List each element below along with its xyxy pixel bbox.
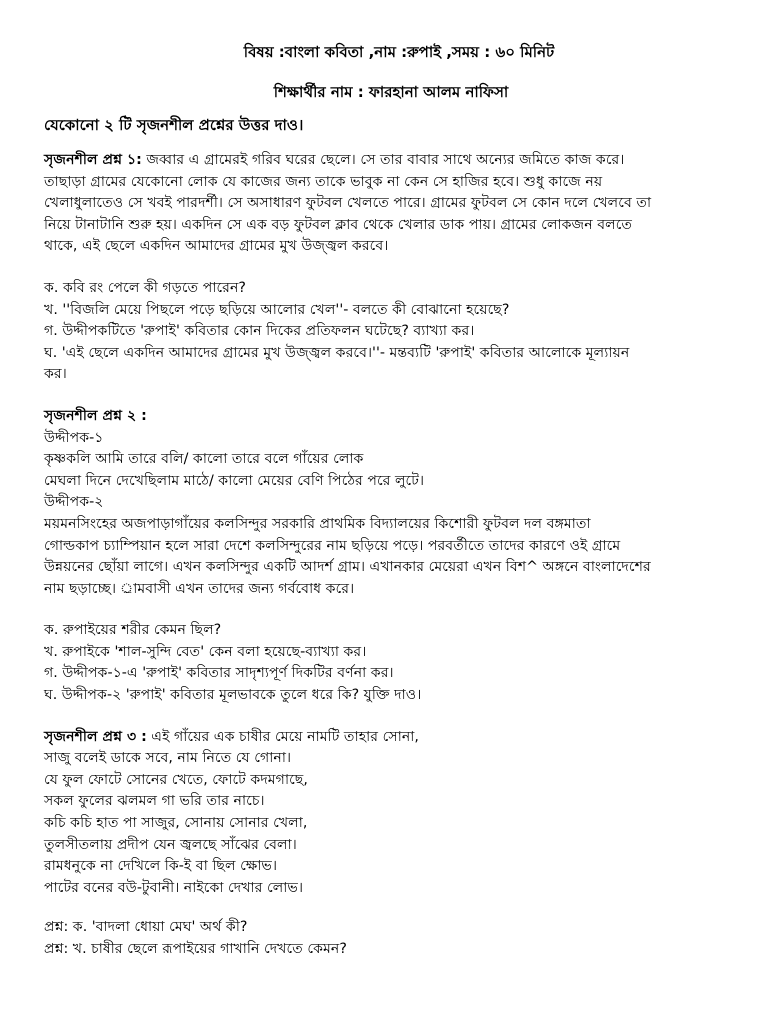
question-3-stem-line: পাটের বনের বউ-টুবানী। নাইকো দেখার লোভ। [44, 879, 304, 896]
question-2-stem-line: উন্নয়নের ছোঁয়া লাগে। এখন কলসিন্দুর একটি আদর্শ গ্রাম। এখানকার মেয়েরা এখন বিশ^ অঙ্গনে বাংলাদেশের [44, 559, 651, 576]
question-1-sub-gha: ঘ. 'এই ছেলে একদিন আমাদের গ্রামের মুখ উজ্জ্বল করবে।''- মন্তব্যটি 'রুপাই' কবিতার আলোকে মূল্যায়ন [44, 344, 630, 361]
spacer [44, 258, 734, 278]
question-3-stem-line: সাজু বলেই ডাকে সবে, নাম নিতে যে গোনা। [44, 750, 292, 767]
question-1-subquestions [44, 278, 734, 386]
question-3-title: সৃজনশীল প্রশ্ন ৩ : [44, 728, 147, 745]
question-1-stem-line-4: নিয়ে টানাটানি শুরু হয়। একদিন সে এক বড় ফুটবল ক্লাব থেকে খেলার ডাক পায়। গ্রামের লোকজন বলতে [44, 216, 633, 233]
question-2-stem-line: নাম ছড়াচ্ছে। ্রামবাসী এখন তাদের জন্য গর্ববোধ করে। [44, 580, 355, 597]
question-1-sub-gha-cont: কর। [44, 366, 67, 383]
question-2-sub-ka: ক. রুপাইয়ের শরীর কেমন ছিল? [44, 622, 222, 639]
question-1-sub-kha: খ. ''বিজলি মেয়ে পিছলে পড়ে ছড়িয়ে আলোর খেল''- বলতে কী বোঝানো হয়েছে? [44, 301, 510, 318]
subject-line: বিষয় :বাংলা কবিতা ,নাম :রুপাই ,সময় : ৬০ মিনিট [243, 43, 555, 61]
question-1 [44, 150, 734, 258]
question-2-stem-line: গোল্ডকাপ চ্যাম্পিয়ান হলে সারা দেশে কলসিন্দুরের নাম ছড়িয়ে পড়ে। পরবর্তীতে তাদের কারণে ওই গ্রামে [44, 537, 621, 554]
question-2-stem-line: মেঘলা দিনে দেখেছিলাম মাঠে/ কালো মেয়ের বেণি পিঠের পরে লুটে। [44, 472, 425, 489]
spacer [44, 707, 734, 727]
question-2 [44, 406, 734, 600]
question-3-stem-line: সকল ফুলের ঝলমল গা ভরি তার নাচে। [44, 793, 265, 810]
question-2-sub-kha: খ. রুপাইকে 'শাল-সুন্দি বেত' কেন বলা হয়েছে-ব্যাখ্যা কর। [44, 643, 367, 660]
spacer [44, 386, 734, 406]
question-2-stimulus-2-label: উদ্দীপক-২ [44, 494, 104, 511]
question-3-stem-line: রামধনুকে না দেখিলে কি-ই বা ছিল ক্ষোভ। [44, 858, 278, 875]
question-2-stem-line: ময়মনসিংহের অজপাড়াগাঁয়ের কলসিন্দুর সরকারি প্রাথমিক বিদ্যালয়ের কিশোরী ফুটবল দল বঙ্গমাতা [44, 515, 591, 532]
question-3-sub-ka: প্রশ্ন: ক. 'বাদলা ধোয়া মেঘ' অর্থ কী? [44, 919, 248, 936]
question-1-stem-line-5: থাকে, এই ছেলে একদিন আমাদের গ্রামের মুখ উজ্জ্বল করবে। [44, 238, 389, 255]
question-2-sub-gha: ঘ. উদ্দীপক-২ 'রুপাই' কবিতার মূলভাবকে তুলে ধরে কি? যুক্তি দাও। [44, 687, 422, 704]
question-2-sub-ga: গ. উদ্দীপক-১-এ 'রুপাই' কবিতার সাদৃশ্যপূর্ণ দিকটির বর্ণনা কর। [44, 665, 394, 682]
student-name-line: শিক্ষার্থীর নাম : ফারহানা আলম নাফিসা [273, 83, 509, 101]
question-1-sub-ka: ক. কবি রং পেলে কী গড়তে পারেন? [44, 279, 246, 296]
question-2-stem-line: কৃষ্ণকলি আমি তারে বলি/ কালো তারে বলে গাঁয়ের লোক [44, 451, 364, 468]
question-2-subquestions [44, 620, 734, 706]
question-3 [44, 727, 734, 900]
exam-page [44, 42, 734, 961]
question-3-subquestions [44, 917, 734, 960]
spacer [44, 899, 734, 917]
question-2-title: সৃজনশীল প্রশ্ন ২ : [44, 407, 147, 424]
spacer [44, 600, 734, 620]
question-1-stem-line-2: তাছাড়া গ্রামের যেকোনো লোক যে কাজের জন্য তাকে ভাবুক না কেন সে হাজির হবে। শুধু কাজে নয় [44, 173, 603, 190]
question-1-stem-text: জব্বার এ গ্রামেরই গরিব ঘরের ছেলে। সে তার বাবার সাথে অন্যের জমিতে কাজ করে। [141, 152, 625, 168]
question-3-sub-kha: প্রশ্ন: খ. চাষীর ছেলে রূপাইয়ের গাখানি দেখতে কেমন? [44, 941, 347, 957]
question-1-sub-ga: গ. উদ্দীপকটিতে 'রুপাই' কবিতার কোন দিকের প্রতিফলন ঘটেছে? ব্যাখ্যা কর। [44, 323, 475, 340]
question-3-stem-line: তুলসীতলায় প্রদীপ যেন জ্বলছে সাঁঝের বেলা। [44, 836, 297, 853]
question-1-stem-line-1 [44, 150, 734, 172]
question-3-stem-line: কচি কচি হাত পা সাজুর, সোনায় সোনার খেলা, [44, 815, 308, 832]
question-3-stem-line: যে ফুল ফোটে সোনের খেতে, ফোটে কদমগাছে, [44, 771, 308, 788]
question-3-stem-text: এই গাঁয়ের এক চাষীর মেয়ে নামটি তাহার সোনা, [146, 728, 419, 745]
instruction: যেকোনো ২ টি সৃজনশীল প্রশ্নের উত্তর দাও। [44, 116, 304, 134]
question-1-stem-line-3: খেলাধুলাতেও সে খবই পারদর্শী। সে অসাধারণ ফুটবল খেলতে পারে। গ্রামের ফুটবল সে কোন দলে খেলবে তা [44, 195, 652, 212]
question-1-title: সৃজনশীল প্রশ্ন ১: [44, 152, 142, 168]
question-3-stem-line-1 [44, 727, 734, 749]
question-2-stimulus-1-label: উদ্দীপক-১ [44, 429, 104, 446]
